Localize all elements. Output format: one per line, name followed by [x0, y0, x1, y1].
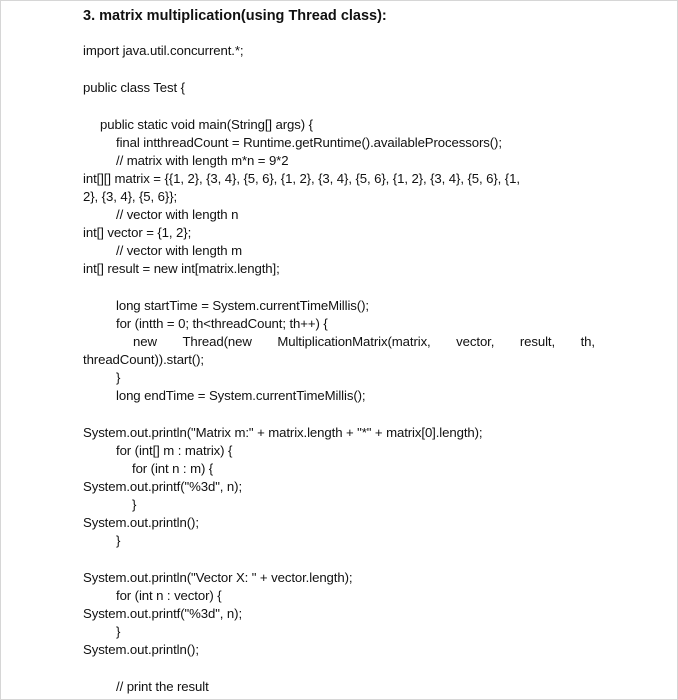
- code-line-comment-vector: // vector with length n: [116, 207, 239, 222]
- code-line-result-init: int[] result = new int[matrix.length];: [83, 261, 280, 276]
- code-word: MultiplicationMatrix(matrix,: [277, 334, 431, 349]
- code-line-class-decl: public class Test {: [83, 80, 185, 95]
- code-line-close-brace: }: [116, 533, 121, 548]
- code-line-comment-result: // vector with length m: [116, 243, 242, 258]
- code-line-println-row: System.out.println();: [83, 515, 199, 530]
- code-line-close-brace: }: [116, 370, 121, 385]
- code-line-for-threads: for (intth = 0; th<threadCount; th++) {: [116, 316, 328, 331]
- code-line-for-vector: for (int n : vector) {: [116, 588, 222, 603]
- code-line-matrix-init-2: 2}, {3, 4}, {5, 6}};: [83, 189, 178, 204]
- code-line-start-time: long startTime = System.currentTimeMillis();: [116, 298, 369, 313]
- document-title: 3. matrix multiplication(using Thread class):: [83, 8, 387, 24]
- code-line-import: import java.util.concurrent.*;: [83, 43, 244, 58]
- code-line-for-rows: for (int[] m : matrix) {: [116, 443, 233, 458]
- code-line-println-vector: System.out.println();: [83, 642, 199, 657]
- code-line-end-time: long endTime = System.currentTimeMillis();: [116, 388, 366, 403]
- code-line-comment-print-result: // print the result: [116, 679, 209, 694]
- code-word: Thread(new: [182, 334, 252, 349]
- code-line-close-brace: }: [132, 497, 137, 512]
- code-line-print-matrix-dims: System.out.println("Matrix m:" + matrix.length + "*" + matrix[0].length);: [83, 425, 483, 440]
- code-line-close-brace: }: [116, 624, 121, 639]
- code-word: th,: [580, 334, 595, 349]
- code-line-printf-vector: System.out.printf("%3d", n);: [83, 606, 243, 621]
- code-line-for-cols: for (int n : m) {: [132, 461, 214, 476]
- code-word: result,: [519, 334, 556, 349]
- code-line-new-thread: [83, 333, 595, 351]
- code-line-matrix-init-1: int[][] matrix = {{1, 2}, {3, 4}, {5, 6}, {1, 2}, {3, 4}, {5, 6}, {1, 2}, {3, 4}, {5, 6}, {1,: [83, 171, 520, 186]
- code-line-vector-init: int[] vector = {1, 2};: [83, 225, 192, 240]
- code-line-thread-count: final intthreadCount = Runtime.getRuntime().availableProcessors();: [116, 135, 502, 150]
- code-line-main-decl: public static void main(String[] args) {: [100, 117, 313, 132]
- code-line-comment-matrix: // matrix with length m*n = 9*2: [116, 153, 289, 168]
- code-word: new: [133, 334, 157, 349]
- code-line-printf-matrix: System.out.printf("%3d", n);: [83, 479, 243, 494]
- code-line-new-thread-cont: threadCount)).start();: [83, 352, 204, 367]
- code-word: vector,: [456, 334, 495, 349]
- code-line-print-vector-len: System.out.println("Vector X: " + vector.length);: [83, 570, 353, 585]
